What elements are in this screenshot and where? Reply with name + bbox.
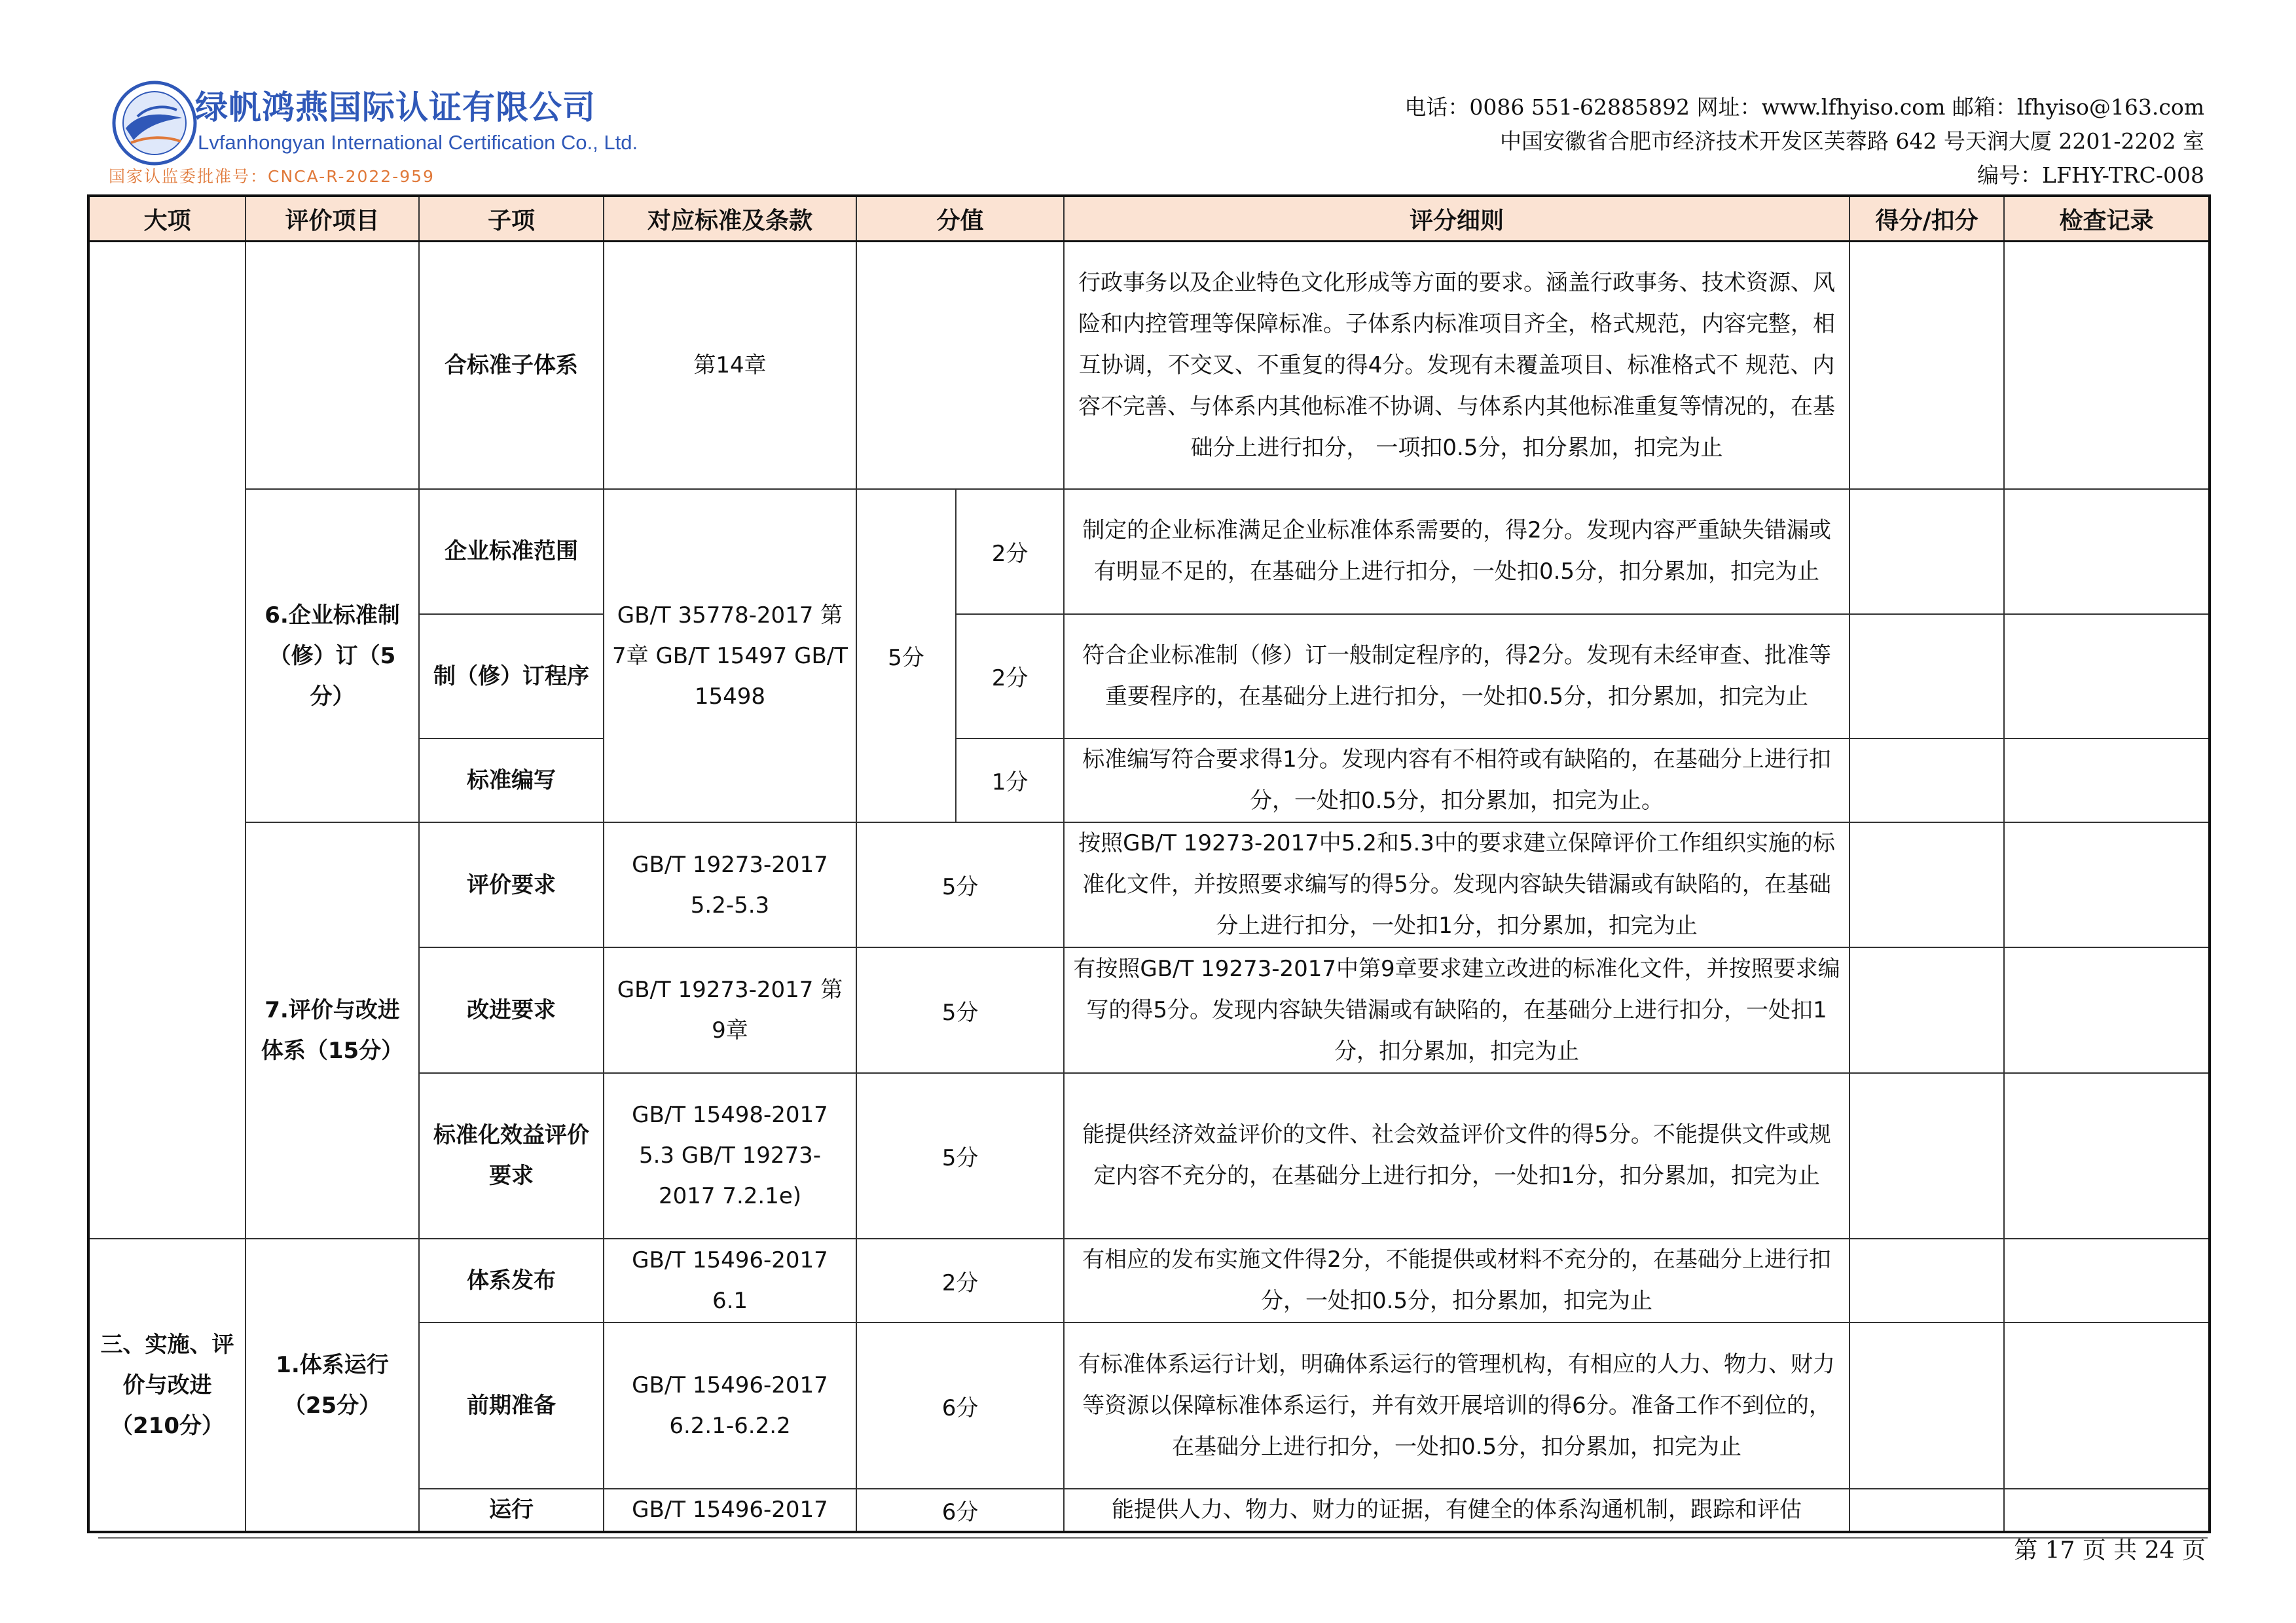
rule-cell: 制定的企业标准满足企业标准体系需要的，得2分。发现内容严重缺失错漏或有明显不足的，在基础分上进行扣分，一处扣0.5分，扣分累加，扣完为止 bbox=[1064, 489, 1850, 613]
record-cell[interactable] bbox=[2004, 739, 2210, 822]
score-cell: 2分 bbox=[856, 1239, 1064, 1322]
points-cell[interactable] bbox=[1850, 1489, 2004, 1532]
subitem-cell: 前期准备 bbox=[419, 1322, 604, 1488]
points-cell[interactable] bbox=[1850, 614, 2004, 739]
major-cell: 三、实施、评价与改进（210分） bbox=[88, 1239, 246, 1532]
header-score: 分值 bbox=[856, 196, 1064, 242]
subitem-cell: 标准化效益评价要求 bbox=[419, 1073, 604, 1239]
points-cell[interactable] bbox=[1850, 1239, 2004, 1322]
rule-cell: 按照GB/T 19273-2017中5.2和5.3中的要求建立保障评价工作组织实施的标准化文件，并按照要求编写的得5分。发现内容缺失错漏或有缺陷的，在基础分上进行扣分，一处扣1分，扣分累加，扣完为止 bbox=[1064, 822, 1850, 947]
rule-cell: 行政事务以及企业特色文化形成等方面的要求。涵盖行政事务、技术资源、风险和内控管理等保障标准。子体系内标准项目齐全，格式规范，内容完整，相互协调，不交叉、不重复的得4分。发现有未覆盖项目、标准格式不 规范、内容不完善、与体系内其他标准不协调、与体系内其他标准重复等情况的，在基础分上进行扣分， 一项扣0.5分，扣分累加，扣完为止 bbox=[1064, 242, 1850, 490]
record-cell[interactable] bbox=[2004, 242, 2210, 490]
company-logo bbox=[98, 73, 701, 185]
contact-block bbox=[1404, 90, 2204, 192]
footer-divider bbox=[98, 1537, 2208, 1539]
score-cell: 2分 bbox=[956, 489, 1064, 613]
major-cell bbox=[88, 242, 246, 1239]
record-cell[interactable] bbox=[2004, 947, 2210, 1072]
scoring-table bbox=[87, 194, 2211, 1533]
table-row bbox=[88, 242, 2210, 490]
subitem-cell: 改进要求 bbox=[419, 947, 604, 1072]
standard-cell: GB/T 15496-2017 bbox=[604, 1489, 856, 1532]
header-rules: 评分细则 bbox=[1064, 196, 1850, 242]
score-cell bbox=[856, 242, 1064, 490]
subitem-cell: 评价要求 bbox=[419, 822, 604, 947]
points-cell[interactable] bbox=[1850, 822, 2004, 947]
header-points: 得分/扣分 bbox=[1850, 196, 2004, 242]
header-major: 大项 bbox=[88, 196, 246, 242]
rule-cell: 能提供经济效益评价的文件、社会效益评价文件的得5分。不能提供文件或规定内容不充分的，在基础分上进行扣分，一处扣1分，扣分累加，扣完为止 bbox=[1064, 1073, 1850, 1239]
table-row bbox=[88, 1239, 2210, 1322]
points-cell[interactable] bbox=[1850, 739, 2004, 822]
header-subitem: 子项 bbox=[419, 196, 604, 242]
rule-cell: 标准编写符合要求得1分。发现内容有不相符或有缺陷的，在基础分上进行扣分，一处扣0.5分，扣分累加，扣完为止。 bbox=[1064, 739, 1850, 822]
subitem-cell: 体系发布 bbox=[419, 1239, 604, 1322]
points-cell[interactable] bbox=[1850, 1322, 2004, 1488]
record-cell[interactable] bbox=[2004, 489, 2210, 613]
points-cell[interactable] bbox=[1850, 242, 2004, 490]
subitem-cell: 标准编写 bbox=[419, 739, 604, 822]
subitem-cell: 运行 bbox=[419, 1489, 604, 1532]
rule-cell: 有标准体系运行计划，明确体系运行的管理机构，有相应的人力、物力、财力等资源以保障标准体系运行，并有效开展培训的得6分。准备工作不到位的，在基础分上进行扣分，一处扣0.5分，扣分累加，扣完为止 bbox=[1064, 1322, 1850, 1488]
subitem-cell: 企业标准范围 bbox=[419, 489, 604, 613]
contact-line: 电话：0086 551-62885892 网址：www.lfhyiso.com 邮箱：lfhyiso@163.com bbox=[1404, 94, 2204, 120]
approval-number: 国家认监委批准号：CNCA-R-2022-959 bbox=[109, 167, 435, 186]
record-cell[interactable] bbox=[2004, 1073, 2210, 1239]
document-number: 编号：LFHY-TRC-008 bbox=[1977, 162, 2204, 188]
score-cell: 2分 bbox=[956, 614, 1064, 739]
standard-cell: GB/T 15498-2017 5.3 GB/T 19273-2017 7.2.1e) bbox=[604, 1073, 856, 1239]
record-cell[interactable] bbox=[2004, 1239, 2210, 1322]
points-cell[interactable] bbox=[1850, 1073, 2004, 1239]
item-cell bbox=[246, 242, 419, 490]
item-cell: 6.企业标准制（修）订（5分） bbox=[246, 489, 419, 822]
standard-cell: GB/T 19273-2017 第9章 bbox=[604, 947, 856, 1072]
table-header-row bbox=[88, 196, 2210, 242]
subitem-cell: 合标准子体系 bbox=[419, 242, 604, 490]
score-cell: 6分 bbox=[856, 1322, 1064, 1488]
standard-cell: GB/T 15496-2017 6.2.1-6.2.2 bbox=[604, 1322, 856, 1488]
record-cell[interactable] bbox=[2004, 614, 2210, 739]
company-address: 中国安徽省合肥市经济技术开发区芙蓉路 642 号天润大厦 2201-2202 室 bbox=[1499, 128, 2204, 154]
rule-cell: 能提供人力、物力、财力的证据，有健全的体系沟通机制，跟踪和评估 bbox=[1064, 1489, 1850, 1532]
subitem-cell: 制（修）订程序 bbox=[419, 614, 604, 739]
table-row bbox=[88, 822, 2210, 947]
header-record: 检查记录 bbox=[2004, 196, 2210, 242]
score-cell: 6分 bbox=[856, 1489, 1064, 1532]
item-cell: 1.体系运行（25分） bbox=[246, 1239, 419, 1532]
standard-cell: GB/T 15496-2017 6.1 bbox=[604, 1239, 856, 1322]
points-cell[interactable] bbox=[1850, 947, 2004, 1072]
table-row bbox=[88, 489, 2210, 613]
record-cell[interactable] bbox=[2004, 1489, 2210, 1532]
standard-cell: GB/T 19273-2017 5.2-5.3 bbox=[604, 822, 856, 947]
company-name-en: Lvfanhongyan International Certification Co., Ltd. bbox=[198, 131, 638, 154]
standard-cell: GB/T 35778-2017 第7章 GB/T 15497 GB/T 15498 bbox=[604, 489, 856, 822]
company-name-cn: 绿帆鸿燕国际认证有限公司 bbox=[195, 88, 596, 126]
page-number: 第 17 页 共 24 页 bbox=[2014, 1537, 2206, 1564]
score-cell: 1分 bbox=[956, 739, 1064, 822]
score-total-cell: 5分 bbox=[856, 489, 956, 822]
score-cell: 5分 bbox=[856, 947, 1064, 1072]
score-cell: 5分 bbox=[856, 822, 1064, 947]
points-cell[interactable] bbox=[1850, 489, 2004, 613]
header-item: 评价项目 bbox=[246, 196, 419, 242]
rule-cell: 有相应的发布实施文件得2分，不能提供或材料不充分的，在基础分上进行扣分，一处扣0.5分，扣分累加，扣完为止 bbox=[1064, 1239, 1850, 1322]
rule-cell: 符合企业标准制（修）订一般制定程序的，得2分。发现有未经审查、批准等重要程序的，在基础分上进行扣分，一处扣0.5分，扣分累加，扣完为止 bbox=[1064, 614, 1850, 739]
rule-cell: 有按照GB/T 19273-2017中第9章要求建立改进的标准化文件，并按照要求编写的得5分。发现内容缺失错漏或有缺陷的，在基础分上进行扣分，一处扣1分，扣分累加，扣完为止 bbox=[1064, 947, 1850, 1072]
header-standard: 对应标准及条款 bbox=[604, 196, 856, 242]
record-cell[interactable] bbox=[2004, 822, 2210, 947]
company-emblem-icon bbox=[111, 80, 198, 166]
record-cell[interactable] bbox=[2004, 1322, 2210, 1488]
standard-cell: 第14章 bbox=[604, 242, 856, 490]
item-cell: 7.评价与改进体系（15分） bbox=[246, 822, 419, 1239]
score-cell: 5分 bbox=[856, 1073, 1064, 1239]
